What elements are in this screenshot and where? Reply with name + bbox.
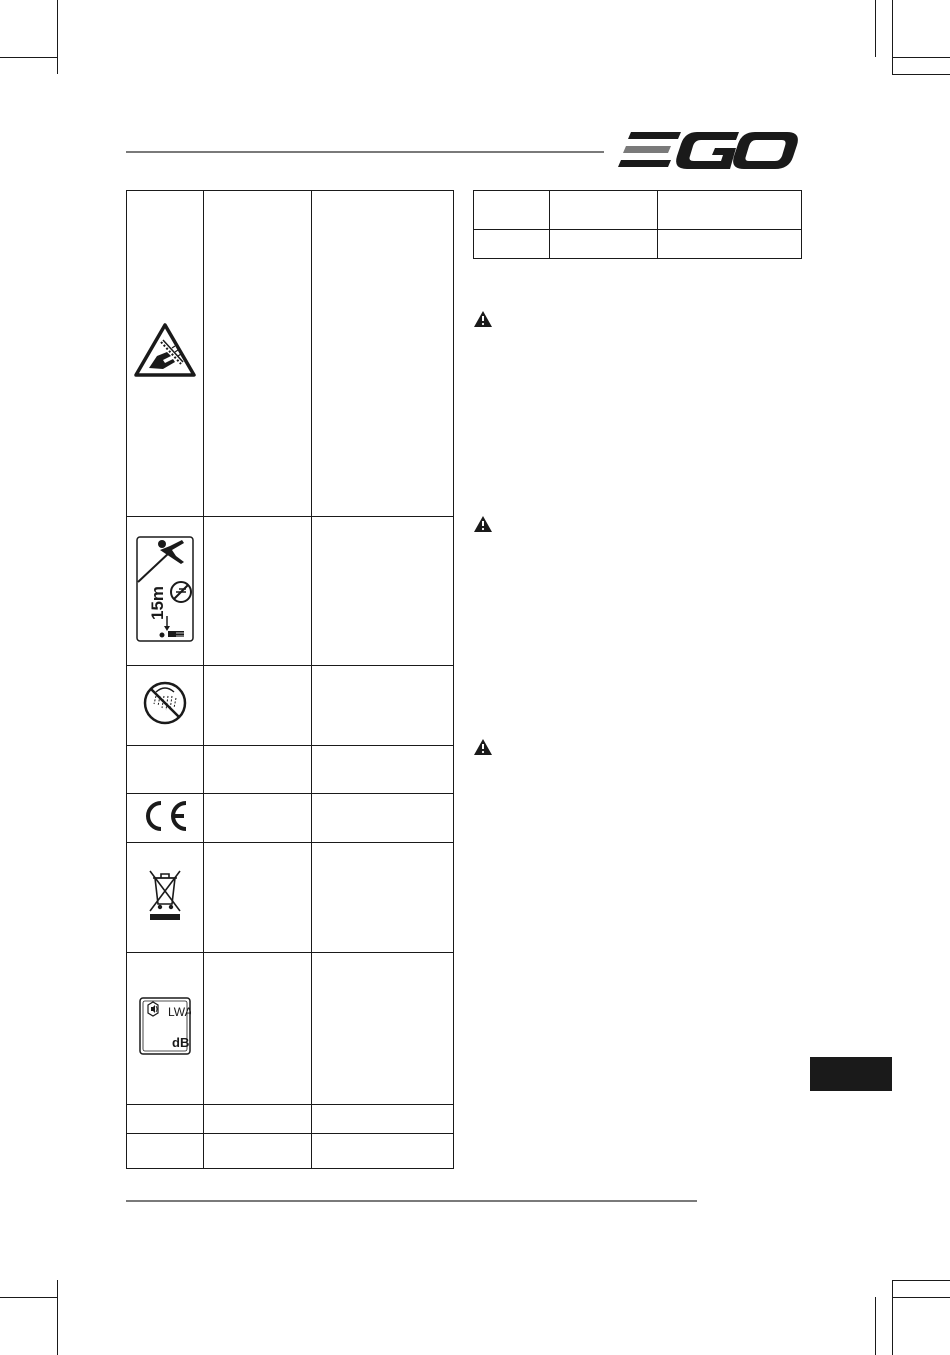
- symbol-name-cell: [204, 191, 312, 517]
- table-row: [127, 1134, 454, 1169]
- ce-mark-icon: [140, 799, 190, 833]
- table-cell: [658, 230, 802, 259]
- symbol-cell: [127, 1134, 204, 1169]
- symbol-description-cell: [312, 1105, 454, 1134]
- symbol-name-cell: [204, 517, 312, 666]
- distance-label: 15m: [148, 585, 167, 620]
- symbol-name-cell: [204, 746, 312, 794]
- table-cell: [474, 191, 550, 230]
- decibel-symbol: dB: [172, 1035, 190, 1050]
- no-rain-icon: [142, 680, 188, 726]
- symbol-cell: [127, 746, 204, 794]
- symbol-name-cell: [204, 953, 312, 1105]
- symbol-description-cell: [312, 953, 454, 1105]
- symbol-cell: [127, 1105, 204, 1134]
- symbol-cell: [127, 794, 204, 843]
- table-row: [127, 746, 454, 794]
- table-row: [127, 794, 454, 843]
- warning-triangle-icon: [473, 515, 493, 533]
- keep-bystanders-15m-icon: [136, 536, 194, 642]
- symbol-description-cell: [312, 191, 454, 517]
- table-row: [474, 230, 802, 259]
- weee-crossed-bin-icon: [145, 868, 185, 922]
- symbol-description-cell: [312, 1134, 454, 1169]
- table-row: [127, 191, 454, 517]
- table-cell: [550, 230, 658, 259]
- table-cell: [658, 191, 802, 230]
- sound-power-symbol: LWA: [168, 1005, 191, 1019]
- symbol-name-cell: [204, 794, 312, 843]
- symbols-table: [126, 190, 454, 1169]
- warning-triangle-icon: [473, 310, 493, 328]
- symbol-name-cell: [204, 843, 312, 953]
- warning-triangle-icon: [473, 738, 493, 756]
- page-language-tab: [810, 1057, 892, 1091]
- table-row: [474, 191, 802, 230]
- symbol-description-cell: [312, 666, 454, 746]
- symbol-description-cell: [312, 746, 454, 794]
- table-row: [127, 953, 454, 1105]
- sound-power-label-icon: [139, 997, 191, 1055]
- symbol-cell: [127, 843, 204, 953]
- hand-blade-warning-icon: [133, 322, 197, 380]
- symbol-name-cell: [204, 666, 312, 746]
- ego-logo-icon: [617, 130, 802, 172]
- symbol-cell: [127, 666, 204, 746]
- specification-table: [473, 190, 802, 259]
- table-row: [127, 1105, 454, 1134]
- symbol-cell: [127, 517, 204, 666]
- symbol-description-cell: [312, 517, 454, 666]
- symbol-name-cell: [204, 1105, 312, 1134]
- warning-block-2: [473, 515, 493, 533]
- table-row: [127, 666, 454, 746]
- footer-rule: [126, 1200, 697, 1202]
- warning-block-3: [473, 738, 493, 756]
- brand-logo: [617, 130, 802, 172]
- symbol-cell: [127, 953, 204, 1105]
- symbol-description-cell: [312, 794, 454, 843]
- header-rule: [126, 151, 604, 153]
- table-row: [127, 517, 454, 666]
- table-cell: [550, 191, 658, 230]
- table-row: [127, 843, 454, 953]
- table-cell: [474, 230, 550, 259]
- symbol-name-cell: [204, 1134, 312, 1169]
- warning-block-1: [473, 310, 493, 328]
- symbol-description-cell: [312, 843, 454, 953]
- symbol-cell: [127, 191, 204, 517]
